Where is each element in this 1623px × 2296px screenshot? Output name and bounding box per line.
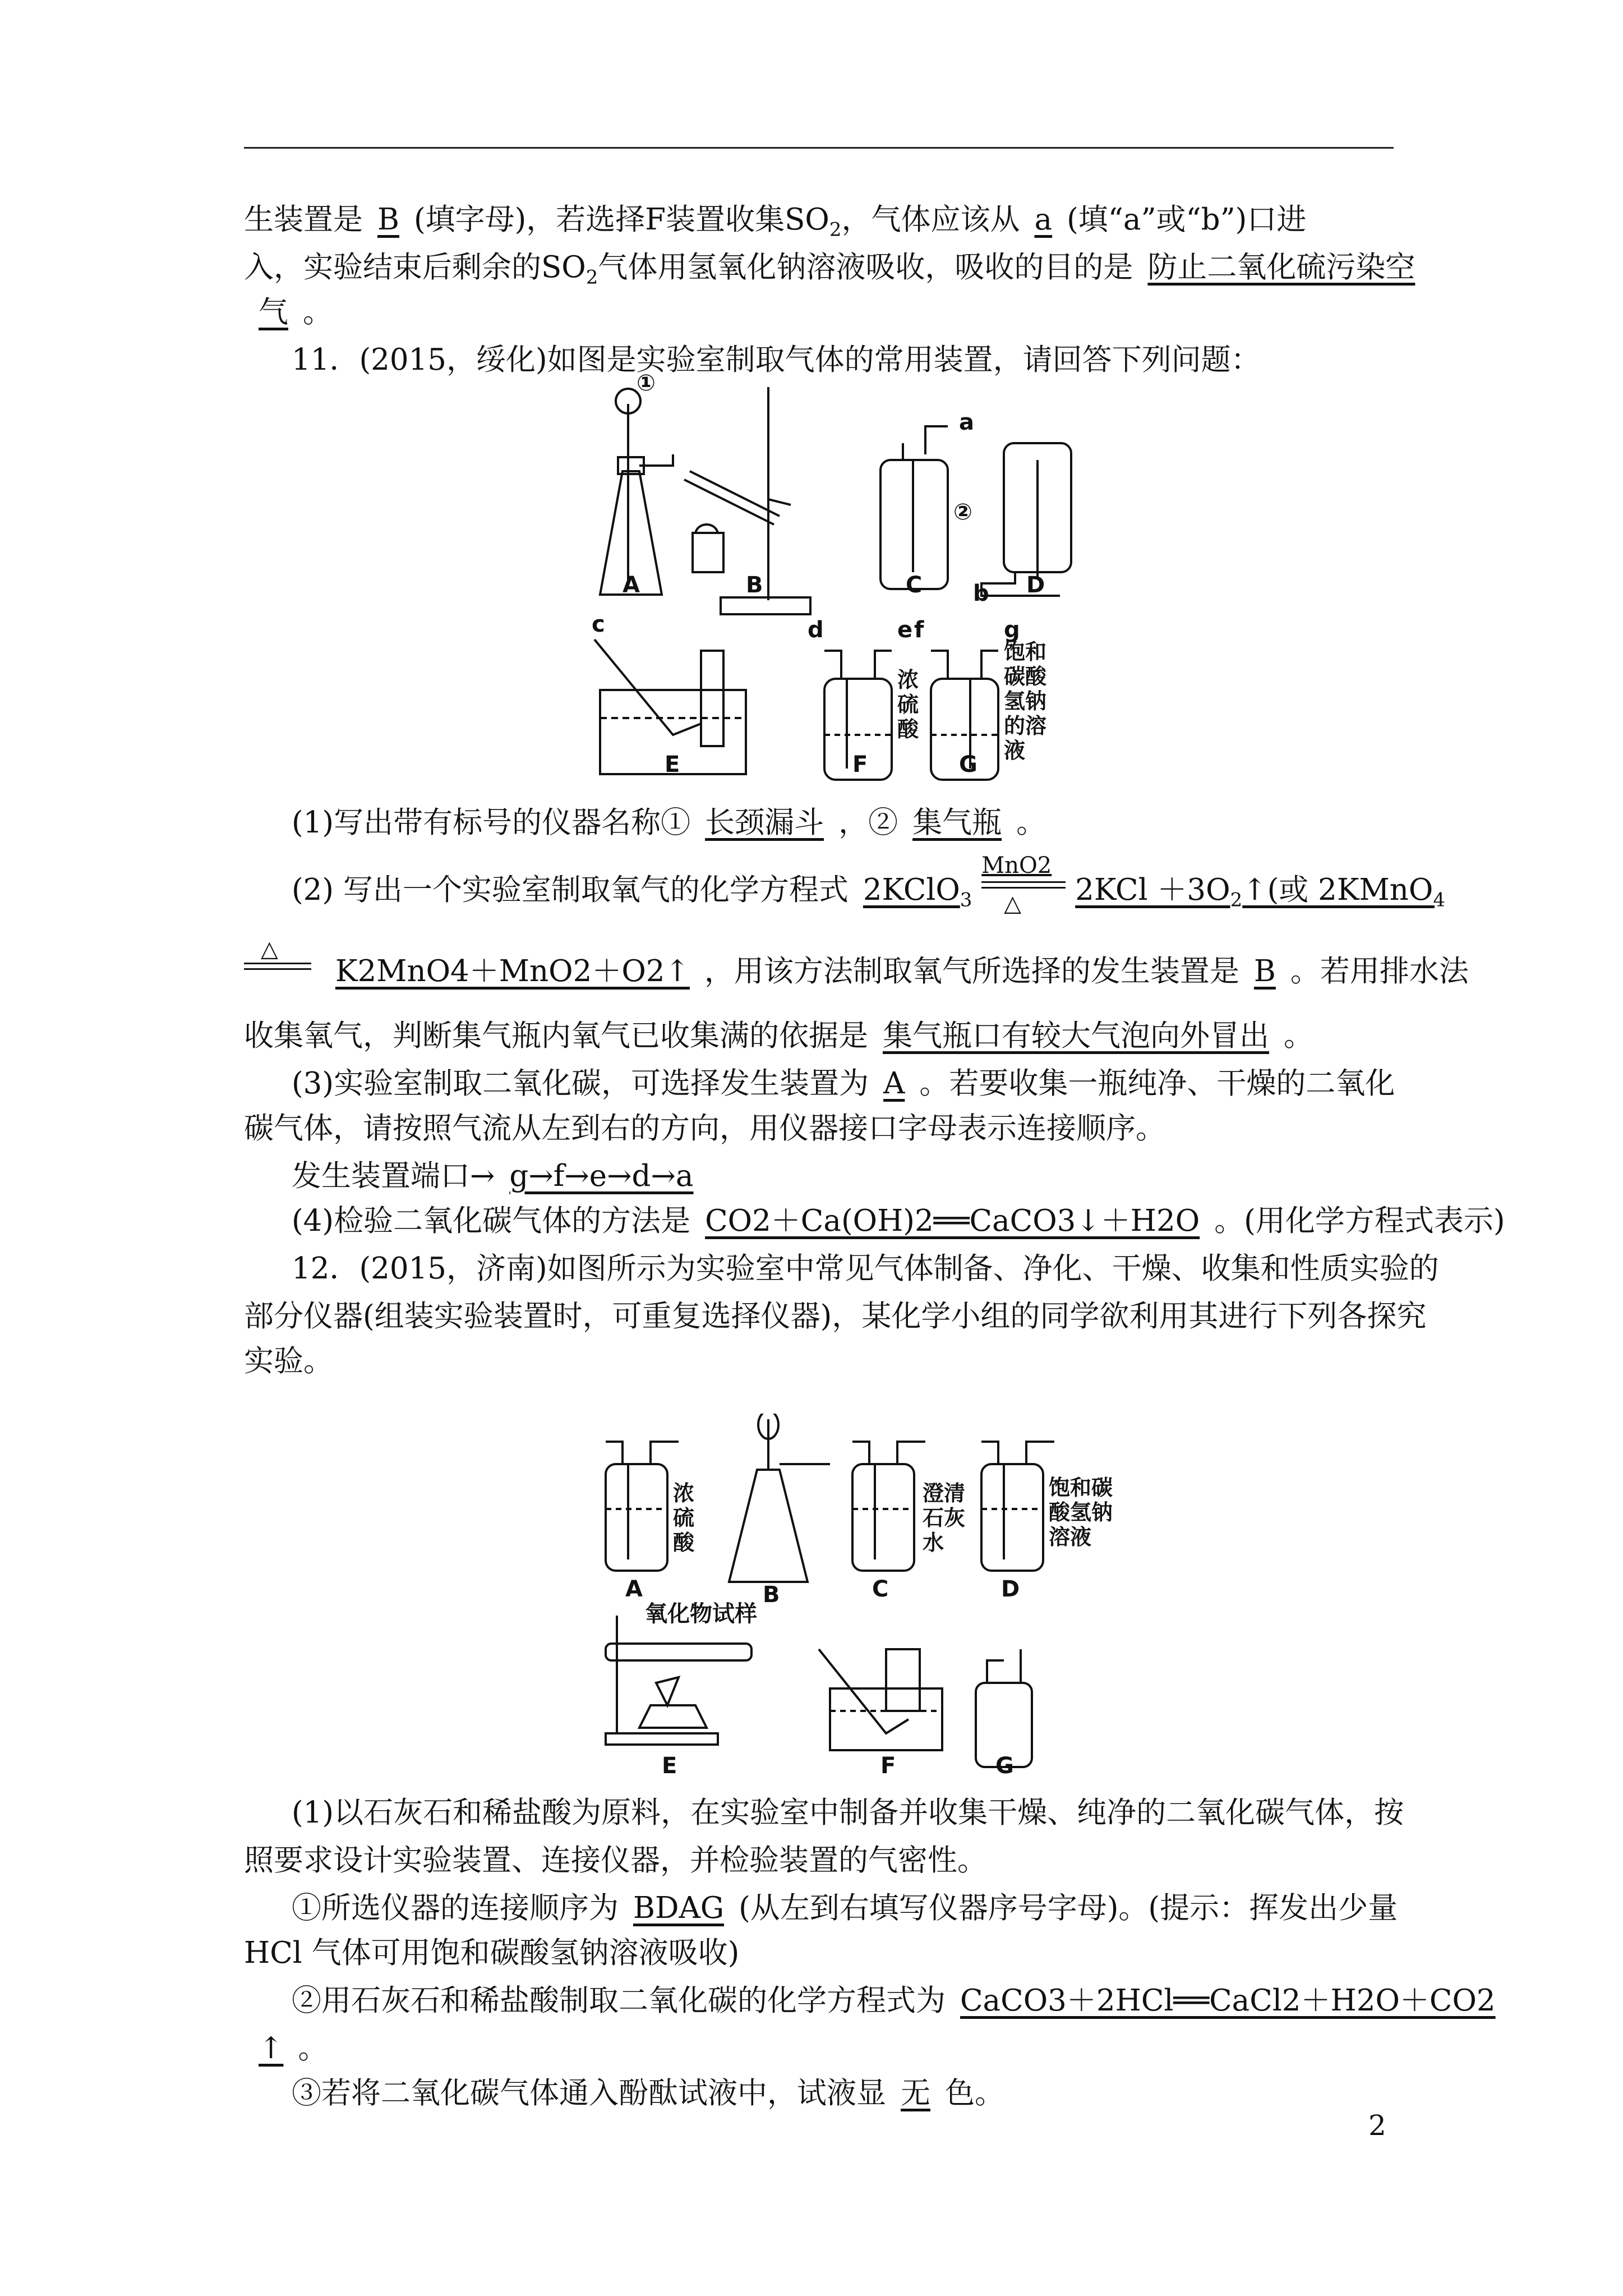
answer-blank: 气 (259, 295, 288, 329)
label-D: D (1026, 572, 1045, 598)
q12-s3: ③若将二氧化碳气体通入酚酞试液中，试液显 无 色。 (292, 2076, 1004, 2110)
q10-line-3: 气 。 (244, 289, 1394, 336)
answer-blank: 无 (901, 2076, 930, 2110)
q12-s1-line1: ①所选仪器的连接顺序为 BDAG (从左到右填写仪器序号字母)。(提示：挥发出少量 (292, 1891, 1398, 1925)
q11-p3-line1: (3)实验室制取二氧化碳，可选择发生装置为 A 。若要收集一瓶纯净、干燥的二氧化 (292, 1066, 1395, 1101)
header-rule (244, 147, 1394, 149)
label-D: D (1001, 1576, 1020, 1602)
answer-blank: g→f→e→d→a (509, 1159, 694, 1193)
port-a: a (959, 409, 974, 435)
q12-intro-2: 部分仪器(组装实验装置时，可重复选择仪器)，某化学小组的同学欲利用其进行下列各探究 (244, 1299, 1427, 1333)
answer-blank: 集气瓶 (912, 806, 1002, 840)
e-sample-label: 氧化物试样 (645, 1601, 757, 1627)
d-liquid-label: 饱和碳酸氢钠溶液 (1049, 1475, 1113, 1549)
answer-blank: B (1253, 954, 1276, 988)
label-C: C (906, 572, 923, 598)
label-B: B (746, 572, 763, 598)
c-liquid-label: 澄清石灰水 (923, 1480, 966, 1555)
port-b: b (973, 581, 989, 606)
answer-blank: 2KClO$_3$ (863, 873, 972, 912)
reaction-condition: MnO2 △ (981, 867, 1066, 914)
port-e: e (897, 617, 913, 643)
label-E: E (665, 752, 680, 777)
q11-p1: (1)写出带有标号的仪器名称① 长颈漏斗 ，② 集气瓶 。 (292, 806, 1046, 840)
q11-p3-line2: 碳气体，请按照气流从左到右的方向，用仪器接口字母表示连接顺序。 (244, 1111, 1165, 1145)
label-A: A (625, 1576, 643, 1602)
q10-line-2: 入，实验结束后剩余的$SO_2$气体用氢氧化钠溶液吸收，吸收的目的是 防止二氧化硫污染空 (244, 244, 1394, 291)
answer-blank: ↑ (259, 2031, 284, 2065)
answer-blank: CaCO3＋2HCl══CaCl2＋H2O＋CO2 (960, 1984, 1496, 2018)
answer-blank: B (377, 203, 399, 237)
answer-blank: $2KCl +3O_2↑$(或 2KMnO$_4$ (1075, 873, 1445, 912)
label-F: F (852, 752, 868, 777)
answer-blank: 集气瓶口有较大气泡向外冒出 (883, 1019, 1269, 1053)
mark-2: ② (953, 499, 972, 525)
q12-intro-1: 12．(2015，济南)如图所示为实验室中常见气体制备、净化、干燥、收集和性质实验的 (292, 1251, 1439, 1286)
page-number: 2 (1368, 2109, 1386, 2142)
q12-s1-line2: HCl 气体可用饱和碳酸氢钠溶液吸收) (244, 1936, 740, 1970)
label-G: G (995, 1753, 1014, 1779)
label-A: A (623, 572, 640, 598)
q11-p4: (4)检验二氧化碳气体的方法是 CO2＋Ca(OH)2══CaCO3↓＋H2O 。(用化学方程式表示) (292, 1204, 1505, 1238)
port-g: g (1004, 617, 1020, 643)
q11-figure (578, 370, 1110, 791)
q11-p2-line2: △ K2MnO4＋MnO2＋O2↑ ，用该方法制取氧气所选择的发生装置是 B 。若用排水法 (244, 948, 1394, 995)
port-d: d (808, 617, 824, 643)
q12-p1-line2: 照要求设计实验装置、连接仪器，并检验装置的气密性。 (244, 1843, 987, 1878)
label-C: C (872, 1576, 889, 1602)
answer-blank: a (1034, 203, 1053, 237)
q12-intro-3: 实验。 (244, 1344, 333, 1378)
q12-figure (594, 1414, 1127, 1778)
mark-1: ① (637, 370, 656, 396)
answer-blank: A (883, 1066, 905, 1101)
reaction-condition: △ (244, 948, 311, 995)
port-f: f (914, 617, 924, 643)
q11-p2-line3: 收集氧气，判断集气瓶内氧气已收集满的依据是 集气瓶口有较大气泡向外冒出 。 (244, 1019, 1313, 1053)
q11-p3-line3: 发生装置端口→ g→f→e→d→a (292, 1153, 1394, 1200)
a-liquid-label: 浓硫酸 (673, 1480, 695, 1555)
q12-s2-line2: ↑ 。 (244, 2025, 1394, 2072)
q12-s2-line1: ②用石灰石和稀盐酸制取二氧化碳的化学方程式为 CaCO3＋2HCl══CaCl2＋H2O＋CO2 (292, 1977, 1394, 2024)
q11-p2-line1: (2) 写出一个实验室制取氧气的化学方程式 2KClO$_3$ MnO2 △ $2KCl +3O_2↑$(或 2KMnO$_4$ (292, 867, 1394, 914)
label-F: F (880, 1753, 896, 1779)
port-c: c (592, 611, 605, 637)
label-E: E (662, 1753, 677, 1779)
label-B: B (763, 1582, 780, 1608)
label-G: G (959, 752, 978, 777)
q10-line-1: 生装置是 B (填字母)，若选择F装置收集$SO_2$，气体应该从 a (填“a”或“b”)口进 (244, 203, 1307, 241)
q12-p1-line1: (1)以石灰石和稀盐酸为原料，在实验室中制备并收集干燥、纯净的二氧化碳气体，按 (292, 1796, 1404, 1830)
answer-blank: CO2＋Ca(OH)2══CaCO3↓＋H2O (705, 1204, 1200, 1238)
g-liquid-label: 饱和碳酸氢钠的溶液 (1004, 639, 1047, 763)
f-liquid-label: 浓硫酸 (897, 667, 919, 742)
answer-blank: 长颈漏斗 (705, 806, 824, 840)
answer-blank: K2MnO4＋MnO2＋O2↑ (335, 954, 690, 988)
answer-blank: 防止二氧化硫污染空 (1147, 250, 1415, 284)
q11-intro: 11．(2015，绥化)如图是实验室制取气体的常用装置，请回答下列问题： (292, 343, 1261, 377)
answer-blank: BDAG (633, 1891, 725, 1925)
